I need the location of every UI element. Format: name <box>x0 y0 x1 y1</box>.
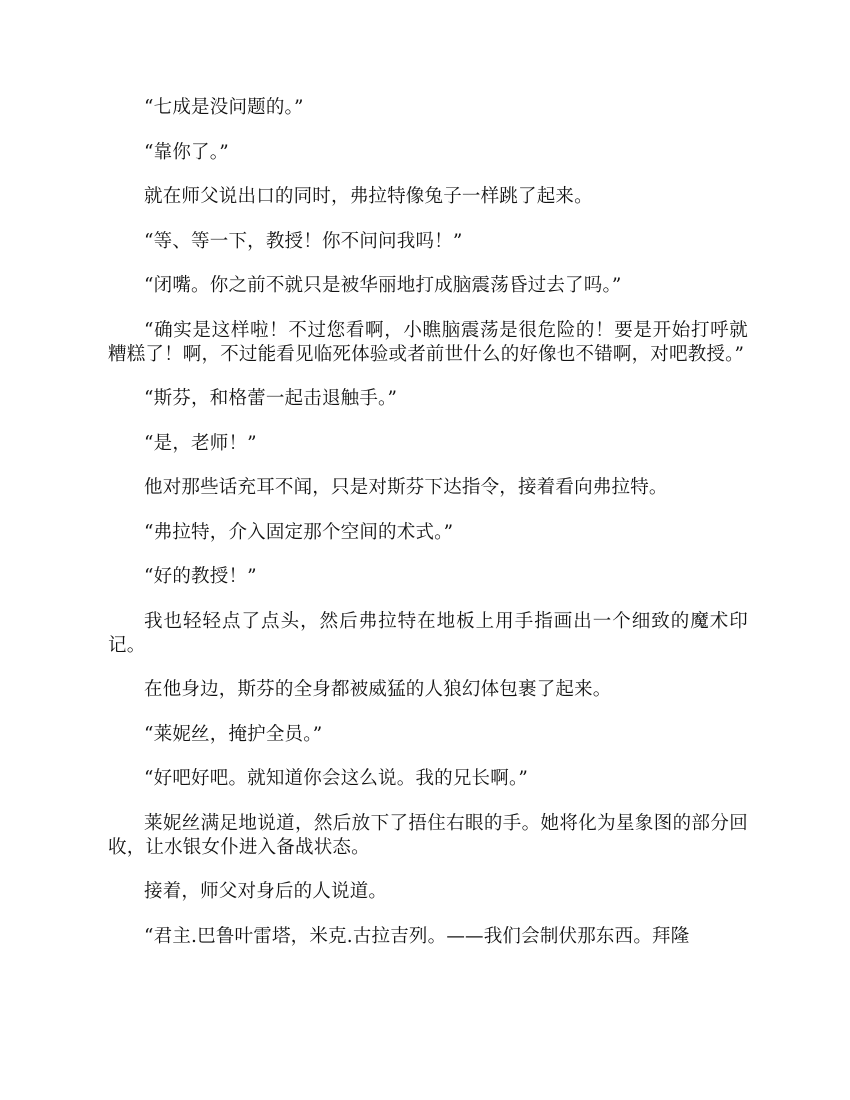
paragraph: “七成是没问题的。” <box>144 97 304 118</box>
paragraph: “等、等一下，教授！你不问问我吗！” <box>144 230 463 252</box>
paragraph: “好吧好吧。就知道你会这么说。我的兄长啊。” <box>144 768 529 789</box>
paragraph: 接着，师父对身后的人说道。 <box>144 881 388 902</box>
paragraph: “君主.巴鲁叶雷塔，米克.古拉吉列。——我们会制伏那东西。拜隆 <box>144 925 690 947</box>
paragraph: “闭嘴。你之前不就只是被华丽地打成脑震荡昏过去了吗。” <box>144 275 622 296</box>
paragraph: “靠你了。” <box>144 141 229 163</box>
paragraph: “莱妮丝，掩护全员。” <box>144 723 323 745</box>
paragraph: 他对那些话充耳不闻，只是对斯芬下达指令，接着看向弗拉特。 <box>144 477 668 498</box>
paragraph: 莱妮丝满足地说道，然后放下了捂住右眼的手。她将化为星象图的部分回收，让水银女仆进入备战状态。 <box>108 812 748 858</box>
paragraph: “好的教授！” <box>144 566 257 587</box>
document-body <box>108 96 748 969</box>
paragraph: 在他身边，斯芬的全身都被威猛的人狼幻体包裹了起来。 <box>144 679 612 700</box>
paragraph: 就在师父说出口的同时，弗拉特像兔子一样跳了起来。 <box>144 186 593 207</box>
paragraph: “是，老师！” <box>144 432 257 454</box>
paragraph: “弗拉特，介入固定那个空间的术式。” <box>144 521 454 543</box>
paragraph: 我也轻轻点了点头，然后弗拉特在地板上用手指画出一个细致的魔术印记。 <box>108 610 748 656</box>
paragraph: “斯芬，和格蕾一起击退触手。” <box>144 388 398 409</box>
paragraph: “确实是这样啦！不过您看啊，小瞧脑震荡是很危险的！要是开始打呼就糟糕了！啊，不过能看见临死体验或者前世什么的好像也不错啊，对吧教授。” <box>108 319 748 365</box>
